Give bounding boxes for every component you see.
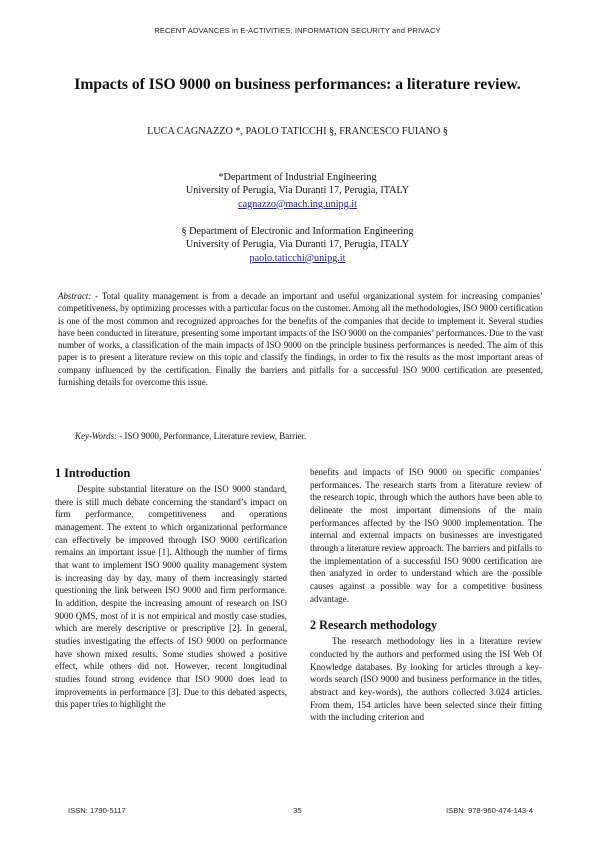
introduction-paragraph-continued: benefits and impacts of ISO 9000 on specific companies’ performances. The research starts from a literature review of the research topic, through which the authors have been able to delineate the most important dimensions of the main performances affected by the ISO 9000 implementation. The internal and external impacts on businesses are investigated through a literature review approach. The barriers and pitfalls to the implementation of a successful ISO 9000 certification are then analyzed in order to understand which are the possible causes against a possible way for a competitive business advantage. [310, 467, 542, 604]
introduction-paragraph: Despite substantial literature on the ISO 9000 standard, there is still much debate concerning the standard’s impact on firm performance, competitiveness and operations management. The extent to which organizational performance can effectively be improved through ISO 9000 certification remains an important issue [1]. Although the number of firms that want to implement ISO 9000 quality management system is increasing day by day, many of them increasingly started questioning the link between ISO 9000 and firm performance. In addition, despite the increasing amount of research on ISO 9000 QMS, most of it is not empirical and mostly case studies, which are merely descriptive or prescriptive [2]. In general, studies investigating the effects of ISO 9000 on performance have shown mixed results. Some studies showed a positive effect, while others did not. However, recent longitudinal studies found strong evidence that ISO 9000 does lead to improvements in performance [3]. Due to this debated aspects, this paper tries to highlight the [55, 484, 287, 710]
keywords-text: - ISO 9000, Performance, Literature review, Barrier. [117, 431, 307, 441]
footer-isbn: ISBN: 978-960-474-143-4 [446, 806, 533, 815]
affiliation-block-2 [0, 225, 595, 265]
author-email-link[interactable]: paolo.taticchi@unipg.it [249, 252, 346, 264]
section-heading-research-methodology: 2 Research methodology [310, 618, 438, 633]
footer-page-number: 35 [293, 806, 302, 815]
footer-issn: ISSN: 1790-5117 [68, 806, 126, 815]
affiliation-block-1 [0, 171, 595, 211]
page-footer [0, 806, 595, 818]
right-column [310, 466, 542, 724]
keywords [75, 431, 545, 441]
abstract-label: Abstract: [58, 291, 92, 301]
section-heading-introduction: 1 Introduction [55, 466, 131, 480]
paper-title: Impacts of ISO 9000 on business performances: a literature review. [74, 76, 521, 93]
abstract [58, 290, 543, 388]
affiliation-department: *Department of Industrial Engineering [218, 172, 377, 183]
research-methodology-paragraph: The research methodology lies in a literature review conducted by the authors and performed using the ISI Web Of Knowledge databases. By looking for articles through a key-words search (ISO 9000 and business performance in the titles, abstract and key-words), the authors collected 3.024 articles. From them, 154 articles have been selected since their fitting with the including criterion and [310, 636, 542, 723]
affiliation-address: University of Perugia, Via Duranti 17, Perugia, ITALY [185, 239, 410, 251]
affiliation-department: § Department of Electronic and Information Engineering [181, 226, 414, 237]
abstract-text: - Total quality management is from a decade an important and useful organizational system for increasing companies’ competitiveness, by optimizing processes with a particular focus on the customer. Among all the methodologies, ISO 9000 certification is one of the most common and recognized approaches for the benefits of the companies that decide to implement it. Several studies have been conducted in literature, presenting some important impacts of the ISO 9000 on the companies’ performances. Due to the vast number of works, a classification of the main impacts of ISO 9000 on the principle business performances is needed. The aim of this paper is to present a literature review on this topic and classify the findings, in order to fix the results as the most important areas of company influenced by the certification. Finally the barriers and pitfalls for a successful ISO 9000 certification are presented, furnishing details for overcome this issue. [58, 291, 543, 387]
affiliation-address: University of Perugia, Via Duranti 17, Perugia, ITALY [185, 185, 410, 197]
running-header: RECENT ADVANCES in E-ACTIVITIES, INFORMATION SECURITY and PRIVACY [154, 26, 441, 35]
author-email-link[interactable]: cagnazzo@mach.ing.unipg.it [238, 198, 357, 210]
left-column [55, 466, 287, 711]
keywords-label: Key-Words: [75, 431, 118, 441]
author-list: LUCA CAGNAZZO *, PAOLO TATICCHI §, FRANCESCO FUIANO § [147, 126, 448, 137]
